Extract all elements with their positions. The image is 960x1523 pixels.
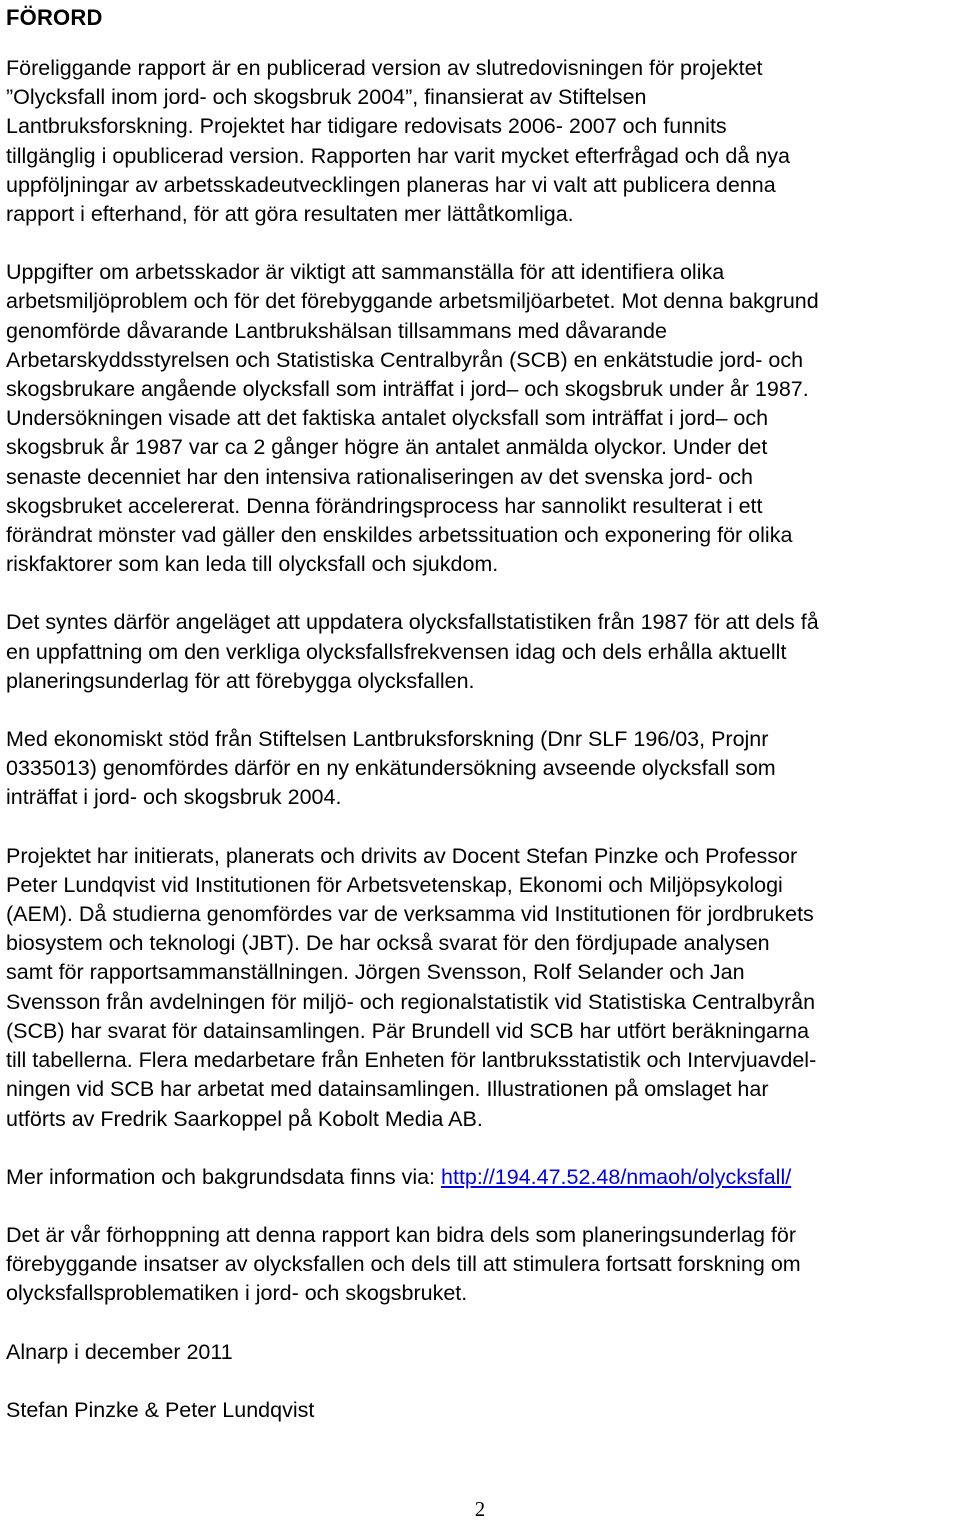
- text-line: utförts av Fredrik Saarkoppel på Kobolt Media AB.: [6, 1106, 483, 1131]
- text-line: Föreliggande rapport är en publicerad version av slutredovisningen för projektet: [6, 56, 763, 80]
- text-line: rapport i efterhand, för att göra resultaten mer lättåtkomliga.: [6, 202, 574, 227]
- text-line: Undersökningen visade att det faktiska antalet olycksfall som inträffat i jord– och: [6, 406, 769, 431]
- more-info-text: Mer information och bakgrundsdata finns via:: [6, 1164, 442, 1189]
- paragraph-funding: [6, 725, 958, 813]
- text-line: samt för rapportsammanställningen. Jörgen Svensson, Rolf Selander och Jan: [6, 960, 745, 985]
- text-line: olycksfallsproblematiken i jord- och skogsbruket.: [6, 1281, 468, 1306]
- text-line: (AEM). Då studierna genomfördes var de verksamma vid Institutionen för jordbrukets: [6, 902, 814, 927]
- text-line: Uppgifter om arbetsskador är viktigt att sammanställa för att identifiera olika: [6, 260, 725, 285]
- text-line: tillgänglig i opublicerad version. Rapporten har varit mycket efterfrågad och då nya: [6, 143, 790, 168]
- text-line: 0335013) genomfördes därför en ny enkätundersökning avseende olycksfall som: [6, 756, 776, 781]
- text-line: till tabellerna. Flera medarbetare från Enheten för lantbruksstatistik och Intervjuavdel-: [6, 1048, 817, 1073]
- text-line: Svensson från avdelningen för miljö- och regionalstatistik vid Statistiska Centralbyrån: [6, 989, 816, 1014]
- text-line: en uppfattning om den verkliga olycksfallsfrekvensen idag och dels erhålla aktuellt: [6, 639, 787, 664]
- place-date: Alnarp i december 2011: [6, 1339, 233, 1364]
- text-line: Det är vår förhoppning att denna rapport kan bidra dels som planeringsunderlag för: [6, 1222, 797, 1247]
- text-line: inträffat i jord- och skogsbruk 2004.: [6, 785, 342, 810]
- paragraph-more-info: [6, 1163, 958, 1192]
- text-line: riskfaktorer som kan leda till olycksfall och sjukdom.: [6, 552, 499, 577]
- page-number: 2: [474, 1497, 486, 1521]
- text-line: (SCB) har svarat för datainsamlingen. Pär Brundell vid SCB har utfört beräkningarna: [6, 1018, 810, 1043]
- text-line: skogsbrukare angående olycksfall som inträffat i jord– och skogsbruk under år 1987.: [6, 377, 809, 402]
- text-line: skogsbruket accelererat. Denna förändringsprocess har sannolikt resulterat i ett: [6, 493, 763, 518]
- text-line: Lantbruksforskning. Projektet har tidigare redovisats 2006- 2007 och funnits: [6, 114, 727, 139]
- text-line: Det syntes därför angeläget att uppdatera olycksfallstatistiken från 1987 för att dels få: [6, 610, 819, 635]
- text-line: uppföljningar av arbetsskadeutvecklingen planeras har vi valt att publicera denna: [6, 172, 776, 197]
- text-line: senaste decenniet har den intensiva rationaliseringen av det svenska jord- och: [6, 464, 753, 489]
- signature: Stefan Pinzke & Peter Lundqvist: [6, 1397, 315, 1422]
- text-line: planeringsunderlag för att förebygga olycksfallen.: [6, 668, 475, 693]
- text-line: arbetsmiljöproblem och för det förebyggande arbetsmiljöarbetet. Mot denna bakgrund: [6, 289, 819, 314]
- text-line: Projektet har initierats, planerats och drivits av Docent Stefan Pinzke och Professor: [6, 843, 798, 868]
- paragraph-intro: [6, 54, 958, 229]
- text-line: Med ekonomiskt stöd från Stiftelsen Lantbruksforskning (Dnr SLF 196/03, Projnr: [6, 727, 769, 752]
- text-line: förebyggande insatser av olycksfallen och dels till att stimulera fortsatt forskning om: [6, 1252, 801, 1277]
- paragraph-closing: [6, 1221, 958, 1309]
- paragraph-motivation: [6, 608, 958, 696]
- paragraph-background: [6, 258, 958, 579]
- text-line: Arbetarskyddsstyrelsen och Statistiska Centralbyrån (SCB) en enkätstudie jord- och: [6, 347, 804, 372]
- text-line: ”Olycksfall inom jord- och skogsbruk 2004”, finansierat av Stiftelsen: [6, 85, 647, 110]
- text-line: förändrat mönster vad gäller den enskildes arbetssituation och exponering för olika: [6, 523, 793, 548]
- text-line: genomförde dåvarande Lantbrukshälsan tillsammans med dåvarande: [6, 318, 667, 343]
- paragraph-credits: [6, 842, 958, 1134]
- text-line: ningen vid SCB har arbetat med datainsamlingen. Illustrationen på omslaget har: [6, 1077, 769, 1102]
- text-line: skogsbruk år 1987 var ca 2 gånger högre än antalet anmälda olyckor. Under det: [6, 435, 768, 460]
- data-link[interactable]: http://194.47.52.48/nmaoh/olycksfall/: [441, 1164, 792, 1189]
- text-line: biosystem och teknologi (JBT). De har också svarat för den fördjupade analysen: [6, 931, 770, 956]
- text-line: Peter Lundqvist vid Institutionen för Arbetsvetenskap, Ekonomi och Miljöpsykologi: [6, 872, 783, 897]
- page-title: FÖRORD: [6, 5, 103, 30]
- document-page: [6, 0, 958, 1425]
